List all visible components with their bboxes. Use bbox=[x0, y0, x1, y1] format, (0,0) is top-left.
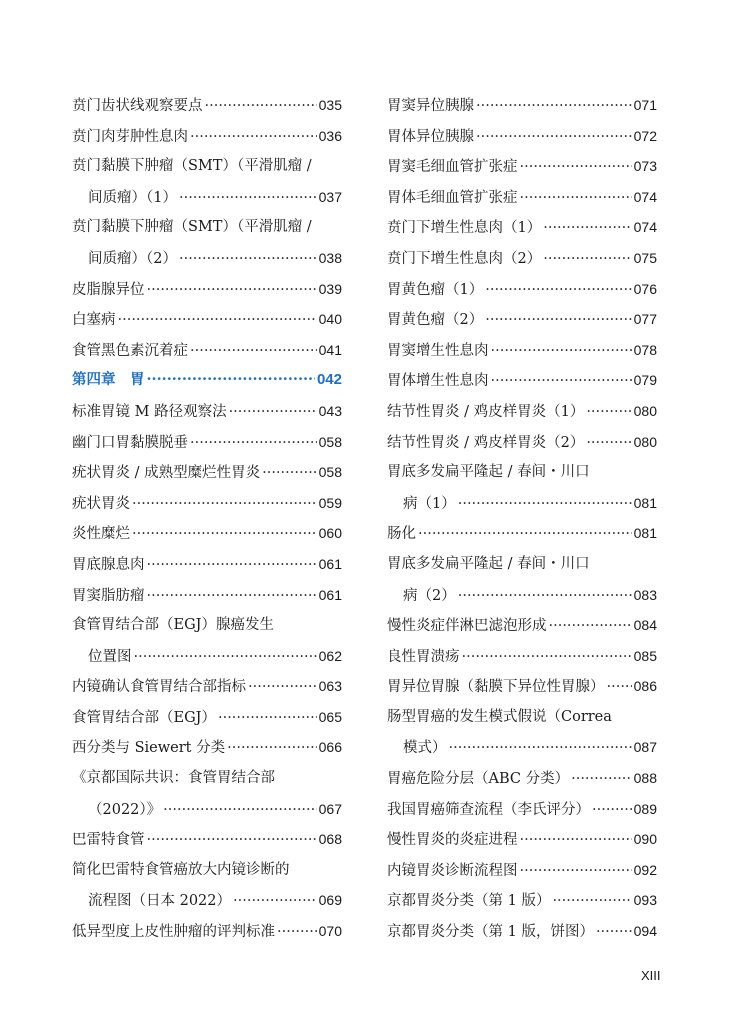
toc-entry bbox=[72, 335, 342, 366]
dot-leader bbox=[218, 703, 317, 733]
toc-left-column bbox=[72, 90, 342, 947]
toc-entry-title: 良性胃溃疡 bbox=[387, 648, 460, 665]
dot-leader bbox=[449, 733, 632, 763]
toc-entry-title: 炎性糜烂 bbox=[72, 526, 130, 543]
toc-entry-title: 结节性胃炎 / 鸡皮样胃炎（2） bbox=[387, 434, 585, 451]
toc-entry-title: 食管黑色素沉着症 bbox=[72, 342, 188, 359]
page-folio: XIII bbox=[641, 968, 661, 983]
toc-entry-page: 065 bbox=[318, 708, 342, 725]
toc-entry-title: 胃黄色瘤（1） bbox=[387, 281, 484, 298]
toc-entry bbox=[72, 182, 342, 213]
toc-entry-title: 胃异位胃腺（黏膜下异位性胃腺） bbox=[387, 679, 605, 696]
toc-entry-title: 贲门下增生性息肉（1） bbox=[387, 220, 542, 237]
toc-entry-page: 074 bbox=[633, 219, 657, 236]
toc-entry bbox=[72, 794, 342, 825]
toc-entry-title: 肠型胃癌的发生模式假说（Correa bbox=[387, 708, 612, 725]
toc-entry-title: 胃癌危险分层（ABC 分类） bbox=[387, 771, 570, 788]
dot-leader bbox=[147, 550, 317, 580]
toc-entry-title: 食管胃结合部（EGJ） bbox=[72, 709, 216, 726]
toc-entry-title: 贲门肉芽肿性息肉 bbox=[72, 128, 188, 145]
toc-entry-page: 072 bbox=[633, 127, 657, 144]
toc-entry bbox=[387, 580, 657, 611]
dot-leader bbox=[132, 489, 317, 519]
toc-right-column bbox=[387, 90, 657, 947]
toc-entry-page: 084 bbox=[633, 617, 657, 634]
toc-entry-title: 白塞病 bbox=[72, 312, 116, 329]
toc-entry-page: 071 bbox=[633, 97, 657, 113]
toc-entry bbox=[387, 427, 657, 458]
toc-entry-title: 胃底腺息肉 bbox=[72, 556, 145, 573]
toc-entry-title: 疣状胃炎 bbox=[72, 495, 130, 512]
toc-entry-page: 068 bbox=[318, 831, 342, 848]
toc-entry-page: 039 bbox=[318, 280, 342, 297]
toc-entry bbox=[72, 610, 342, 641]
toc-entry-page: 076 bbox=[633, 280, 657, 297]
dot-leader bbox=[147, 365, 315, 396]
toc-entry-page: 063 bbox=[318, 678, 342, 695]
toc-entry-page: 038 bbox=[318, 249, 342, 266]
dot-leader bbox=[277, 917, 317, 947]
toc-entry-page: 066 bbox=[318, 739, 342, 756]
dot-leader bbox=[520, 825, 632, 855]
toc-entry bbox=[387, 916, 657, 947]
toc-entry bbox=[387, 518, 657, 549]
dot-leader bbox=[520, 856, 632, 886]
toc-entry-page: 060 bbox=[318, 525, 342, 542]
dot-leader bbox=[179, 244, 317, 274]
dot-leader bbox=[520, 152, 632, 182]
toc-entry-page: 083 bbox=[633, 586, 657, 603]
toc-entry bbox=[387, 274, 657, 305]
toc-entry bbox=[72, 763, 342, 794]
dot-leader bbox=[458, 581, 632, 611]
dot-leader bbox=[179, 183, 317, 213]
toc-entry bbox=[387, 855, 657, 886]
toc-entry bbox=[72, 121, 342, 152]
toc-entry bbox=[72, 457, 342, 488]
toc-entry-title: 疣状胃炎 / 成熟型糜烂性胃炎 bbox=[72, 465, 261, 482]
toc-entry-page: 062 bbox=[318, 647, 342, 664]
dot-leader bbox=[118, 305, 317, 335]
toc-entry-page: 081 bbox=[633, 494, 657, 511]
toc-entry-title: 胃窦异位胰腺 bbox=[387, 98, 474, 114]
toc-entry bbox=[72, 671, 342, 702]
toc-entry-page: 058 bbox=[318, 464, 342, 481]
dot-leader bbox=[549, 611, 632, 641]
dot-leader bbox=[571, 764, 632, 794]
toc-entry bbox=[387, 121, 657, 152]
dot-leader bbox=[147, 825, 317, 855]
toc-entry-title: 结节性胃炎 / 鸡皮样胃炎（1） bbox=[387, 403, 585, 420]
toc-entry-page: 042 bbox=[316, 371, 342, 389]
toc-entry bbox=[72, 488, 342, 519]
toc-entry-title: 胃黄色瘤（2） bbox=[387, 312, 484, 329]
toc-entry bbox=[72, 90, 342, 121]
toc-entry-title: 标准胃镜 M 路径观察法 bbox=[72, 403, 227, 420]
toc-entry bbox=[72, 427, 342, 458]
toc-entry bbox=[387, 457, 657, 488]
toc-entry bbox=[387, 90, 657, 121]
toc-entry bbox=[387, 182, 657, 213]
toc-entry-page: 061 bbox=[318, 586, 342, 603]
toc-entry bbox=[72, 641, 342, 672]
toc-entry-title: 间质瘤）（1） bbox=[88, 189, 177, 206]
dot-leader bbox=[190, 122, 317, 152]
toc-entry-page: 078 bbox=[633, 341, 657, 358]
dot-leader bbox=[592, 795, 632, 825]
toc-entry-title: 慢性炎症伴淋巴滤泡形成 bbox=[387, 618, 547, 635]
toc-entry bbox=[387, 641, 657, 672]
dot-leader bbox=[233, 886, 317, 916]
toc-entry-title: 贲门下增生性息肉（2） bbox=[387, 250, 542, 267]
dot-leader bbox=[205, 91, 317, 121]
toc-entry-title: 肠化 bbox=[387, 526, 416, 543]
toc-entry-page: 089 bbox=[633, 800, 657, 817]
toc-entry-page: 040 bbox=[318, 311, 342, 328]
toc-entry-title: 贲门齿状线观察要点 bbox=[72, 98, 203, 114]
dot-leader bbox=[163, 795, 316, 825]
toc-entry-title: 幽门口胃黏膜脱垂 bbox=[72, 434, 188, 451]
dot-leader bbox=[543, 244, 631, 274]
toc-entry-page: 037 bbox=[318, 188, 342, 205]
toc-entry-page: 080 bbox=[633, 433, 657, 450]
dot-leader bbox=[476, 91, 632, 121]
dot-leader bbox=[476, 122, 632, 152]
toc-entry-page: 086 bbox=[633, 678, 657, 695]
toc-entry bbox=[387, 763, 657, 794]
toc-entry bbox=[387, 304, 657, 335]
toc-entry-title: 低异型度上皮性肿瘤的评判标准 bbox=[72, 924, 275, 941]
toc-entry bbox=[72, 396, 342, 427]
toc-entry bbox=[72, 855, 342, 886]
dot-leader bbox=[227, 733, 317, 763]
toc-entry-title: 皮脂腺异位 bbox=[72, 281, 145, 298]
toc-entry-title: 《京都国际共识：食管胃结合部 bbox=[72, 770, 275, 787]
toc-entry-title: 胃体增生性息肉 bbox=[387, 373, 489, 390]
dot-leader bbox=[418, 519, 632, 549]
toc-entry bbox=[387, 702, 657, 733]
toc-entry bbox=[72, 304, 342, 335]
dot-leader bbox=[147, 581, 317, 611]
toc-entry bbox=[387, 794, 657, 825]
toc-entry bbox=[72, 824, 342, 855]
toc-entry-page: 090 bbox=[633, 831, 657, 848]
dot-leader bbox=[132, 519, 317, 549]
toc-entry bbox=[387, 212, 657, 243]
toc-entry-title: 胃体异位胰腺 bbox=[387, 128, 474, 145]
toc-entry bbox=[387, 671, 657, 702]
toc-entry-page: 087 bbox=[633, 739, 657, 756]
toc-entry-page: 073 bbox=[633, 158, 657, 175]
toc-entry bbox=[387, 885, 657, 916]
toc-entry-page: 080 bbox=[633, 402, 657, 419]
toc-entry-title: 间质瘤）（2） bbox=[88, 250, 177, 267]
toc-entry-title: 我国胃癌筛查流程（李氏评分） bbox=[387, 801, 590, 818]
toc-entry-page: 035 bbox=[318, 97, 342, 113]
toc-entry bbox=[387, 824, 657, 855]
toc-entry-page: 077 bbox=[633, 311, 657, 328]
dot-leader bbox=[229, 397, 317, 427]
dot-leader bbox=[458, 489, 632, 519]
toc-entry bbox=[387, 488, 657, 519]
dot-leader bbox=[248, 672, 317, 702]
toc-entry-title: 位置图 bbox=[88, 648, 132, 665]
dot-leader bbox=[543, 213, 631, 243]
toc-entry-title: 京都胃炎分类（第 1 版，饼图） bbox=[387, 924, 594, 941]
toc-entry bbox=[72, 518, 342, 549]
toc-entry bbox=[72, 580, 342, 611]
toc-entry bbox=[72, 212, 342, 243]
toc-entry-page: 085 bbox=[633, 647, 657, 664]
toc-entry-page: 092 bbox=[633, 861, 657, 878]
toc-entry bbox=[387, 549, 657, 580]
toc-entry-title: 贲门黏膜下肿瘤（SMT）（平滑肌瘤 / bbox=[72, 219, 312, 236]
toc-entry-title: 模式） bbox=[403, 740, 447, 757]
dot-leader bbox=[586, 397, 631, 427]
toc-entry-page: 079 bbox=[633, 372, 657, 389]
toc-entry bbox=[387, 610, 657, 641]
dot-leader bbox=[462, 642, 632, 672]
dot-leader bbox=[147, 275, 317, 305]
toc-entry-title: 西分类与 Siewert 分类 bbox=[72, 740, 226, 757]
toc-entry-page: 043 bbox=[318, 402, 342, 419]
toc-entry-title: 内镜确认食管胃结合部指标 bbox=[72, 679, 246, 696]
dot-leader bbox=[491, 366, 632, 396]
toc-entry bbox=[387, 396, 657, 427]
toc-entry-title: 简化巴雷特食管癌放大内镜诊断的 bbox=[72, 861, 290, 878]
toc-entry-title: 病（2） bbox=[403, 587, 456, 604]
toc-entry-page: 070 bbox=[318, 923, 342, 940]
dot-leader bbox=[520, 183, 632, 213]
toc-entry-page: 088 bbox=[633, 770, 657, 787]
toc-entry bbox=[72, 702, 342, 733]
dot-leader bbox=[485, 305, 631, 335]
toc-entry-title: 胃底多发扁平隆起 / 春间・川口 bbox=[387, 555, 590, 572]
toc-entry-title: 巴雷特食管 bbox=[72, 832, 145, 849]
toc-entry-title: 流程图（日本 2022） bbox=[88, 893, 232, 910]
toc-entry-title: 贲门黏膜下肿瘤（SMT）（平滑肌瘤 / bbox=[72, 158, 312, 175]
toc-entry bbox=[387, 243, 657, 274]
toc-entry bbox=[72, 243, 342, 274]
toc-entry bbox=[387, 335, 657, 366]
dot-leader bbox=[607, 672, 632, 702]
toc-entry-title: 京都胃炎分类（第 1 版） bbox=[387, 893, 551, 910]
dot-leader bbox=[190, 428, 317, 458]
toc-entry-title: 胃窦毛细血管扩张症 bbox=[387, 159, 518, 176]
toc-entry bbox=[72, 151, 342, 182]
toc-entry bbox=[72, 732, 342, 763]
toc-entry bbox=[387, 732, 657, 763]
toc-entry-title: （2022）》 bbox=[88, 801, 162, 818]
toc-entry-page: 074 bbox=[633, 188, 657, 205]
dot-leader bbox=[134, 642, 317, 672]
toc-entry bbox=[387, 151, 657, 182]
toc-entry-page: 094 bbox=[633, 923, 657, 940]
toc-entry-page: 041 bbox=[318, 341, 342, 358]
toc-entry-page: 059 bbox=[318, 494, 342, 511]
toc-entry-title: 内镜胃炎诊断流程图 bbox=[387, 862, 518, 879]
dot-leader bbox=[586, 428, 631, 458]
toc-entry-page: 075 bbox=[633, 249, 657, 266]
toc-entry bbox=[72, 274, 342, 305]
toc-entry bbox=[72, 549, 342, 580]
toc-entry-title: 慢性胃炎的炎症进程 bbox=[387, 832, 518, 849]
toc-entry-page: 067 bbox=[318, 800, 342, 817]
toc-entry-title: 食管胃结合部（EGJ）腺癌发生 bbox=[72, 617, 274, 634]
toc-entry-title: 胃体毛细血管扩张症 bbox=[387, 189, 518, 206]
dot-leader bbox=[596, 917, 632, 947]
toc-entry-page: 069 bbox=[318, 892, 342, 909]
toc-entry bbox=[72, 885, 342, 916]
toc-entry-page: 058 bbox=[318, 433, 342, 450]
toc-entry bbox=[387, 365, 657, 396]
toc-entry-title: 胃窦增生性息肉 bbox=[387, 342, 489, 359]
toc-entry bbox=[72, 916, 342, 947]
toc-entry-page: 061 bbox=[318, 555, 342, 572]
dot-leader bbox=[262, 458, 317, 488]
dot-leader bbox=[491, 336, 632, 366]
toc-entry-page: 081 bbox=[633, 525, 657, 542]
dot-leader bbox=[485, 275, 631, 305]
dot-leader bbox=[190, 336, 317, 366]
dot-leader bbox=[552, 886, 631, 916]
toc-entry-page: 093 bbox=[633, 892, 657, 909]
toc-entry-page: 036 bbox=[318, 127, 342, 144]
toc-chapter-heading bbox=[72, 365, 342, 396]
toc-entry-title: 胃窦脂肪瘤 bbox=[72, 587, 145, 604]
toc-entry-title: 第四章 胃 bbox=[72, 371, 145, 389]
toc-entry-title: 胃底多发扁平隆起 / 春间・川口 bbox=[387, 464, 590, 481]
toc-entry-title: 病（1） bbox=[403, 495, 456, 512]
